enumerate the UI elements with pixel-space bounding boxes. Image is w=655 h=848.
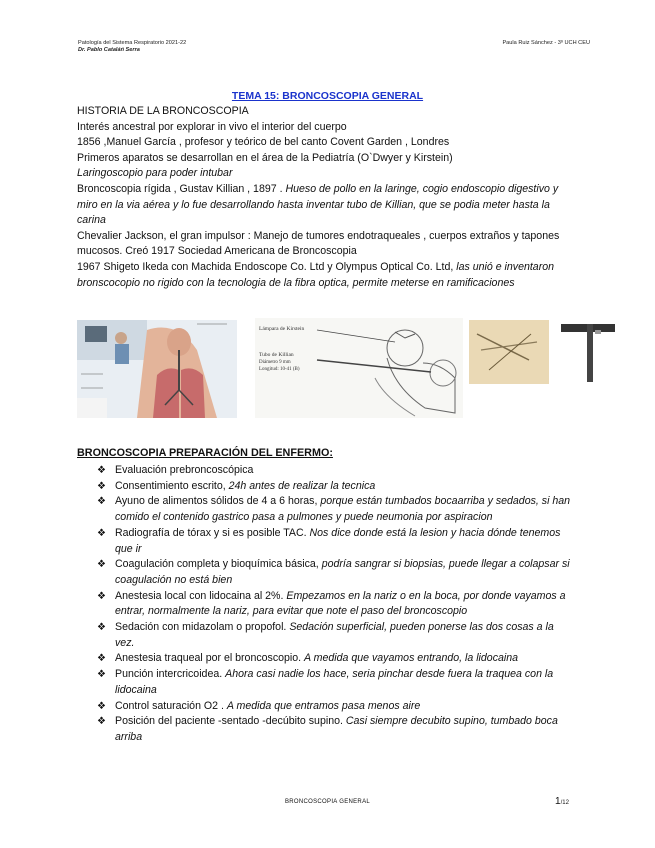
diamond-bullet-icon: ❖ [97,669,106,681]
paragraph: Interés ancestral por explorar in vivo el interior del cuerpo [77,120,347,133]
paragraph: Chevalier Jackson, el gran impulsor : Manejo de tumores endotraqueales , cuerpos extraños y tapones mucosos. Creó 1917 Sociedad Americana de Broncoscopia [77,229,560,258]
diamond-bullet-icon: ❖ [97,496,106,508]
list-item [95,494,575,525]
text-normal: Punción intercricoidea. [115,668,226,681]
text-italic: Nos dice donde está la lesion y hacia dónde tenemos que ir [115,526,561,555]
paragraph: Laringoscopio para poder intubar [77,167,233,180]
text-italic: Ahora casi nadie los hace, seria pinchar desde fuera la traquea con la lidocaina [115,668,554,696]
paragraph: Primeros aparatos se desarrollan en el área de la Pediatría (O`Dwyer y Kirstein) [77,151,453,164]
text-normal: Consentimiento escrito, [115,479,229,492]
list-item [95,620,575,651]
figure-row [77,318,617,418]
text-italic: Empezamos en la nariz o en la boca, por donde vayamos a entrar, normalmente la nariz, para evitar que note el paso del broncoscopio [115,589,566,618]
diamond-bullet-icon: ❖ [97,527,106,539]
diamond-bullet-icon: ❖ [97,622,106,634]
text-italic: porque están tumbados bocaarriba y sedados, si han comido el contenido gastrico pasa a pulmones y puede neumonia por aspiracion [115,495,571,524]
text-normal: Anestesia traqueal por el broncoscopio. [115,652,305,665]
header-author: Paula Ruiz Sánchez - 3º UCH CEU [502,40,590,46]
preparation-list [95,463,575,746]
list-item [95,479,575,495]
text-normal: Anestesia local con lidocaina al 2%. [115,589,287,602]
footer-label: BRONCOSCOPIA GENERAL [284,799,371,805]
list-item [95,589,575,620]
text-normal: Posición del paciente -sentado -decúbito supino. [115,715,346,728]
text-normal: 1967 Shigeto Ikeda con Machida Endoscope Co. Ltd y Olympus Optical Co. Ltd, [77,260,457,273]
list-item [95,699,575,715]
text-normal: Broncoscopia rígida , Gustav Killian , 1897 . [77,182,286,195]
bronchoscopy-anatomy-image [77,320,237,418]
paragraph [77,260,577,291]
page-number [555,796,569,807]
figure-label: Tubo de Killian [259,352,294,358]
page-title: TEMA 15: BRONCOSCOPIA GENERAL [231,90,424,102]
professor-name: Dr. Pablo Cataláń Serra [78,47,140,53]
history-heading: HISTORIA DE LA BRONCOSCOPIA [77,105,249,117]
list-item [95,526,575,557]
text-normal: Coagulación completa y bioquímica básica, [115,558,322,571]
text-normal: Ayuno de alimentos sólidos de 4 a 6 horas, [115,495,321,508]
killian-tube-drawing [255,318,463,418]
text-italic: Casi siempre decubito supino, tumbado boca arriba [115,715,558,743]
page-total: /12 [560,800,569,806]
text-italic: A medida que entramos pasa menos aire [226,699,421,712]
figure-label: Lámpara de Kirstein [259,326,305,332]
text-italic: 24h antes de realizar la tecnica [228,479,376,492]
diamond-bullet-icon: ❖ [97,700,106,712]
text-italic: Sedación superficial, pueden ponerse las dos cosas a la vez. [115,621,554,649]
text-normal: Radiografía de tórax y si es posible TAC. [115,526,310,539]
paragraph [77,182,577,229]
diamond-bullet-icon: ❖ [97,465,106,476]
diamond-bullet-icon: ❖ [97,480,106,492]
list-item [95,667,575,698]
diamond-bullet-icon: ❖ [97,559,106,571]
diamond-bullet-icon: ❖ [97,590,106,602]
page-current: 1 [555,796,561,807]
vintage-instruments-image [469,320,617,384]
history-section [77,104,577,291]
text-italic: A medida que vayamos entrando, la lidocaina [304,652,519,665]
diamond-bullet-icon: ❖ [97,716,106,728]
text-italic: podría sangrar si biopsias, puede llegar a colapsar si coagulación no está bien [115,558,570,586]
list-item [95,557,575,588]
diamond-bullet-icon: ❖ [97,653,106,665]
text-normal: Evaluación prebroncoscópica [115,464,254,476]
text-italic: Hueso de pollo en la laringe, cogio endoscopio digestivo y miro en la via aérea y lo fue desarrollando hasta inventar tubo de Killian, que se podia meter hasta la carina [77,182,559,227]
list-item [95,463,575,479]
figure-label: Longitud: 10-41 (B) [259,367,300,372]
paragraph: 1856 ,Manuel García , profesor y teórico de bel canto Covent Garden , Londres [77,136,450,149]
figure-label: Diámetro 9 mm [259,360,291,365]
list-item [95,714,575,745]
preparation-heading: BRONCOSCOPIA PREPARACIÓN DEL ENFERMO: [77,447,333,459]
text-italic: las unió e inventaron bronscocopio no rigido con la tecnologia de la fibra optica, permite meterse en ramificaciones [77,260,555,289]
list-item [95,651,575,667]
course-title: Patología del Sistema Respiratorio 2021-22 [78,40,187,46]
text-normal: Sedación con midazolam o propofol. [115,621,290,634]
text-normal: Control saturación O2 . [115,699,227,712]
header-left [78,40,186,54]
